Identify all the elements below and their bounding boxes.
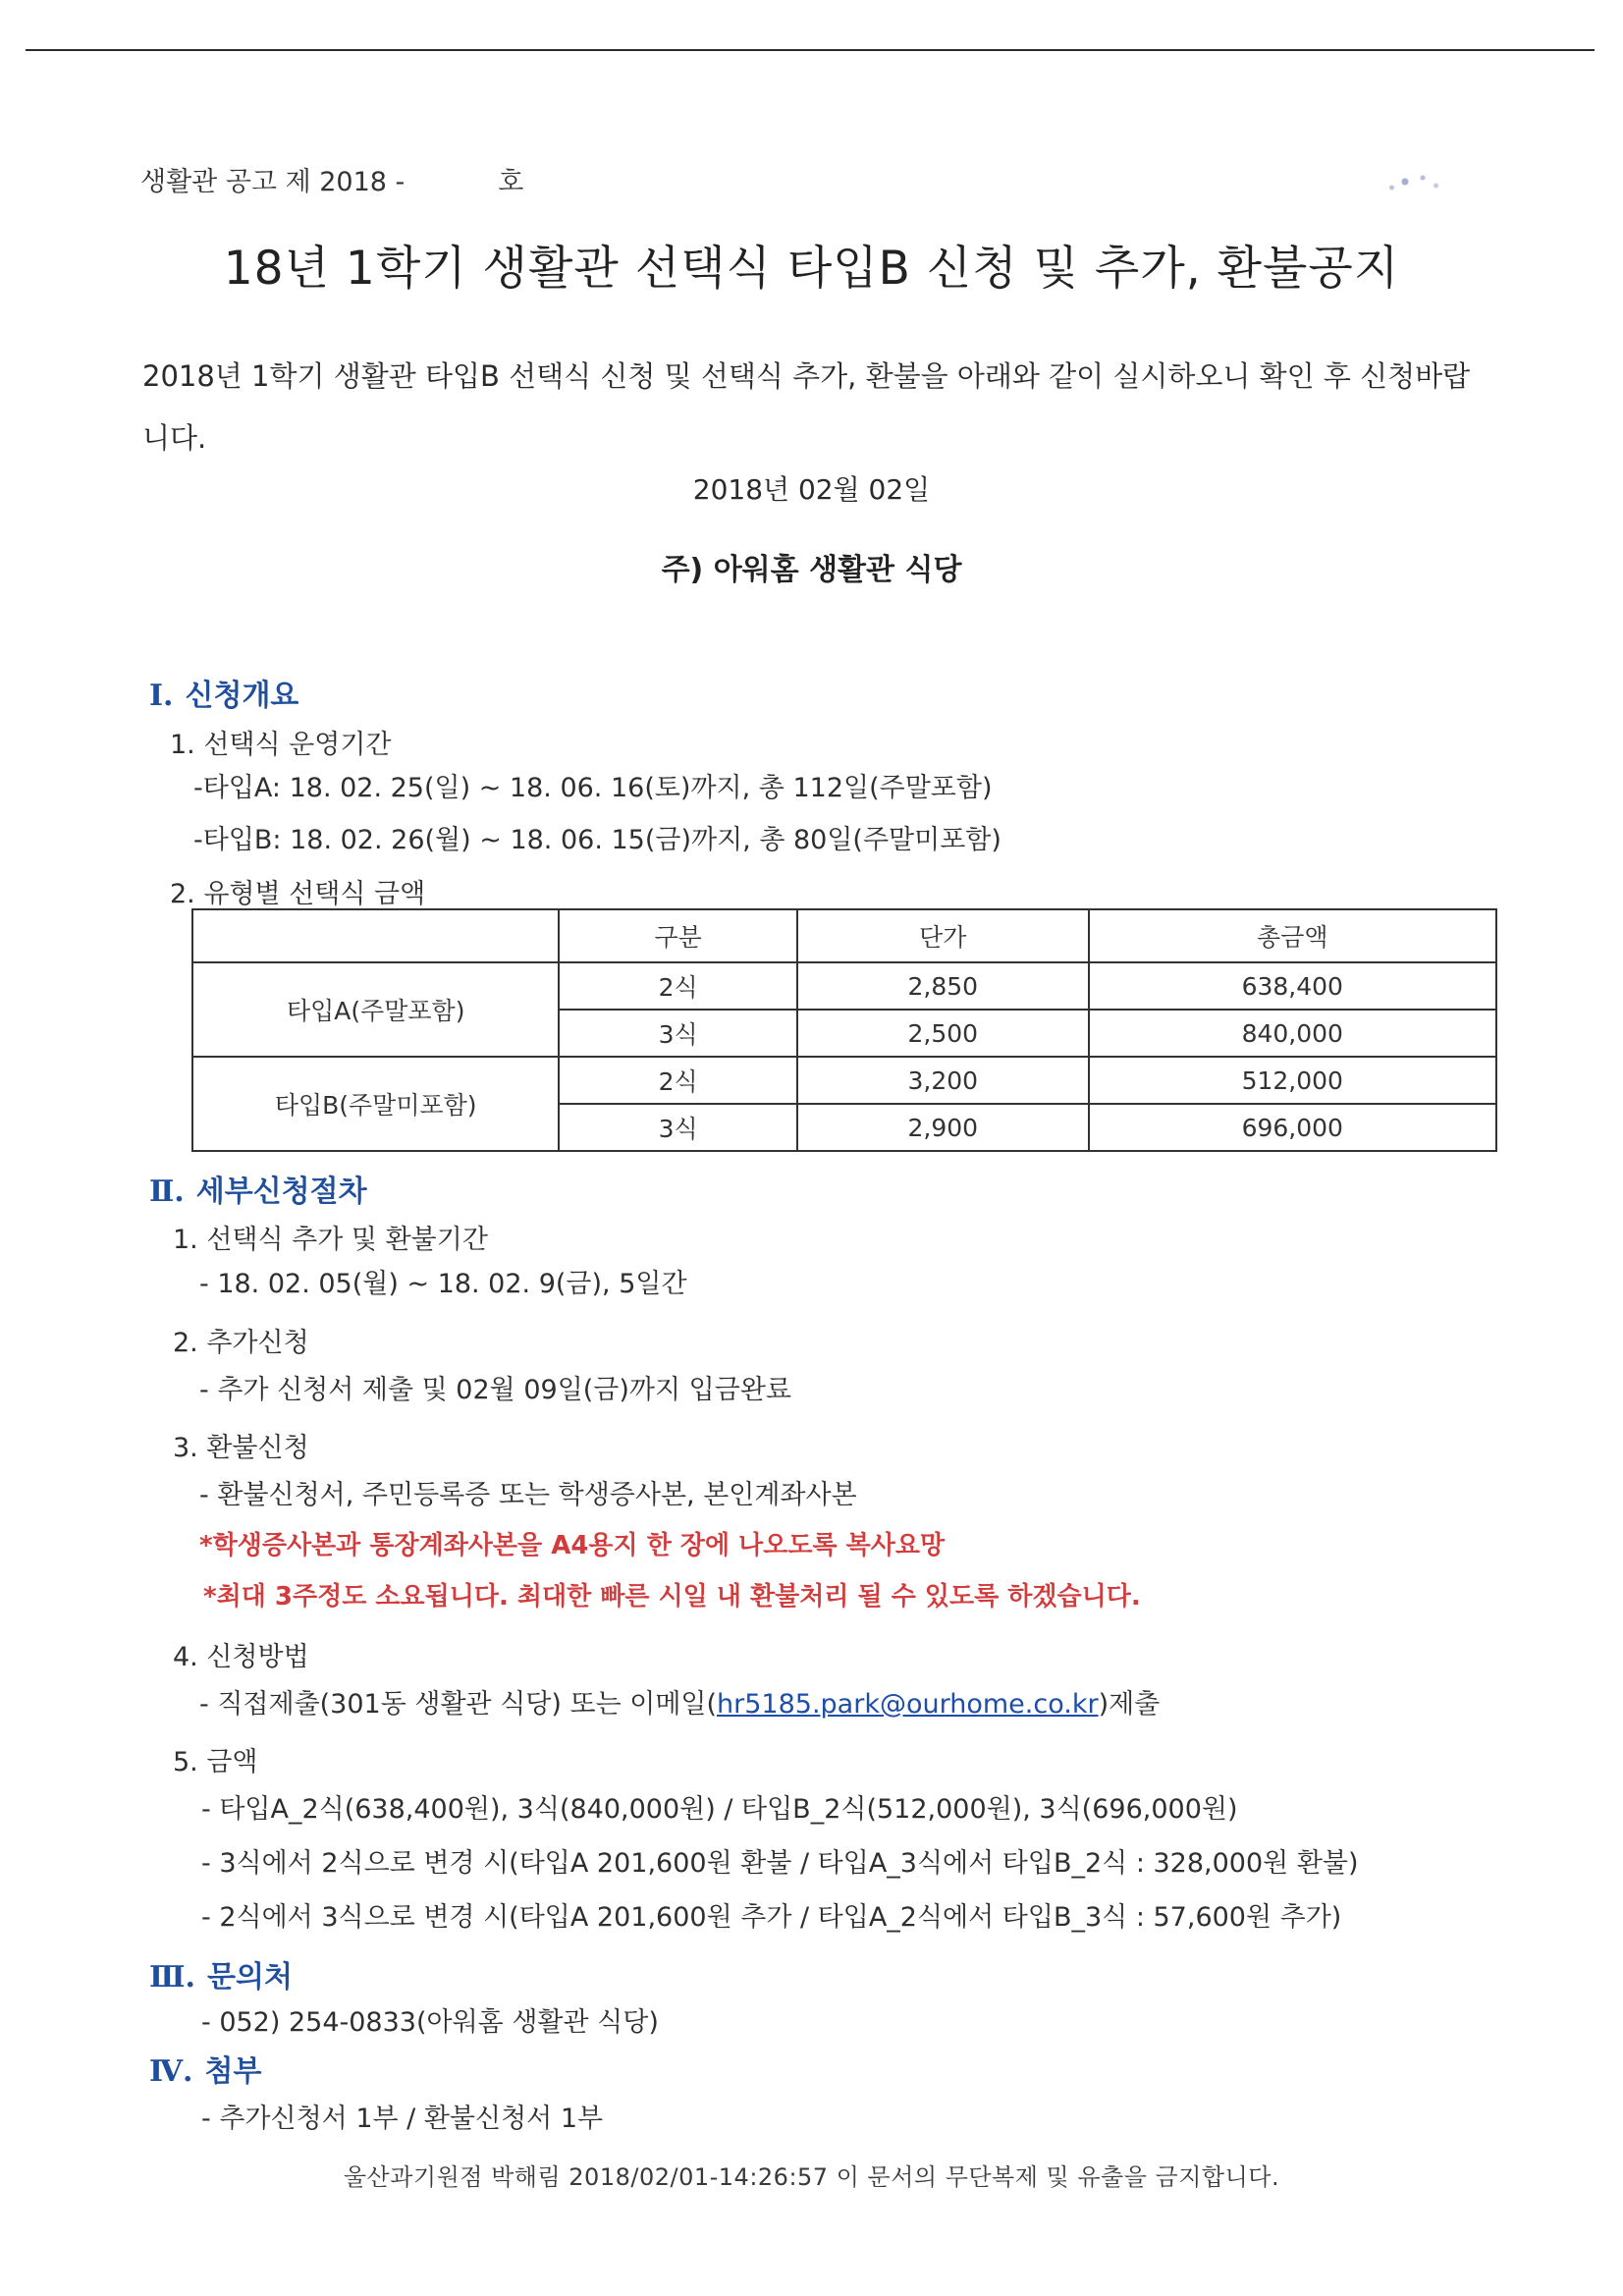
application-method-label: 4. 신청방법	[173, 1642, 309, 1672]
table-header-category: 구분	[559, 909, 797, 962]
footer-watermark: 울산과기원점 박해림 2018/02/01-14:26:57 이 문서의 무단복제 및 유출을 금지합니다.	[343, 2163, 1280, 2191]
add-application-label: 2. 추가신청	[173, 1328, 309, 1358]
table-cell: 3,200	[797, 1057, 1089, 1104]
add-refund-period-label: 1. 선택식 추가 및 환불기간	[173, 1225, 488, 1255]
table-cell: 2식	[559, 1057, 797, 1104]
operation-period-label: 1. 선택식 운영기간	[170, 730, 392, 760]
table-cell: 2,500	[797, 1010, 1089, 1057]
intro-paragraph: 2018년 1학기 생활관 타입B 선택식 신청 및 선택식 추가, 환불을 아래와 같이 실시하오니 확인 후 신청바랍니다.	[142, 359, 1471, 455]
table-type-cell: 타입A(주말포함)	[192, 962, 559, 1057]
table-row	[192, 962, 1496, 1010]
section-4-heading	[149, 2047, 261, 2090]
section-4-number: Ⅳ.	[149, 2054, 193, 2089]
amount-label: 5. 금액	[173, 1747, 258, 1777]
section-3-title: 문의처	[206, 1960, 293, 1995]
organization-name: 주) 아워홈 생활관 식당	[661, 553, 962, 587]
table-cell: 512,000	[1089, 1057, 1496, 1104]
refund-application-label: 3. 환불신청	[173, 1433, 309, 1463]
table-header-blank	[192, 909, 559, 962]
document-date: 2018년 02월 02일	[692, 473, 931, 506]
top-divider	[26, 49, 1595, 51]
table-cell: 840,000	[1089, 1010, 1496, 1057]
section-1-number: Ⅰ.	[149, 679, 174, 713]
email-link[interactable]: hr5185.park@ourhome.co.kr	[717, 1689, 1099, 1720]
table-cell: 3식	[559, 1010, 797, 1057]
notice-number-text: 생활관 공고 제 2018 -	[140, 167, 406, 197]
table-cell: 638,400	[1089, 962, 1496, 1010]
attachments-line: - 추가신청서 1부 / 환불신청서 1부	[201, 2104, 604, 2134]
table-cell: 3식	[559, 1104, 797, 1151]
price-by-type-label: 2. 유형별 선택식 금액	[170, 879, 426, 909]
refund-application-detail: - 환불신청서, 주민등록증 또는 학생증사본, 본인계좌사본	[199, 1480, 857, 1510]
contact-phone: - 052) 254-0833(아워홈 생활관 식당)	[201, 2007, 659, 2038]
table-header-unit-price: 단가	[797, 909, 1089, 962]
notice-number-suffix: 호	[498, 167, 524, 197]
section-3-heading	[149, 1952, 293, 1995]
table-cell: 2,850	[797, 962, 1089, 1010]
section-4-title: 첨부	[204, 2054, 262, 2089]
table-cell: 2식	[559, 962, 797, 1010]
copy-notice-warning: *학생증사본과 통장계좌사본을 A4용지 한 장에 나오도록 복사요망	[199, 1531, 946, 1560]
scan-artifact	[1370, 162, 1458, 201]
amount-line-2: - 3식에서 2식으로 변경 시(타입A 201,600원 환불 / 타입A_3식에서 타입B_2식 : 328,000원 환불)	[201, 1848, 1359, 1879]
notice-number	[140, 160, 523, 198]
section-3-number: Ⅲ.	[149, 1960, 195, 1995]
document-title: 18년 1학기 생활관 선택식 타입B 신청 및 추가, 환불공지	[223, 242, 1400, 296]
section-2-number: Ⅱ.	[149, 1175, 185, 1209]
table-type-cell: 타입B(주말미포함)	[192, 1057, 559, 1151]
application-method-detail	[199, 1682, 1160, 1721]
section-1-heading	[149, 671, 298, 714]
amount-line-1: - 타입A_2식(638,400원), 3식(840,000원) / 타입B_2식(512,000원), 3식(696,000원)	[201, 1794, 1238, 1825]
amount-line-3: - 2식에서 3식으로 변경 시(타입A 201,600원 추가 / 타입A_2식에서 타입B_3식 : 57,600원 추가)	[201, 1902, 1342, 1933]
table-row	[192, 1057, 1496, 1104]
add-refund-period-dates: - 18. 02. 05(월) ~ 18. 02. 9(금), 5일간	[199, 1269, 687, 1299]
price-table	[191, 908, 1497, 1152]
section-2-heading	[149, 1167, 367, 1210]
operation-period-type-b: -타입B: 18. 02. 26(월) ~ 18. 06. 15(금)까지, 총 80일(주말미포함)	[193, 825, 1001, 855]
section-1-title: 신청개요	[185, 679, 299, 713]
table-header-row	[192, 909, 1496, 962]
table-header-total: 총금액	[1089, 909, 1496, 962]
add-application-detail: - 추가 신청서 제출 및 02월 09일(금)까지 입금완료	[199, 1375, 791, 1405]
section-2-title: 세부신청절차	[195, 1175, 367, 1209]
table-cell: 2,900	[797, 1104, 1089, 1151]
table-cell: 696,000	[1089, 1104, 1496, 1151]
operation-period-type-a: -타입A: 18. 02. 25(일) ~ 18. 06. 16(토)까지, 총 112일(주말포함)	[193, 773, 993, 803]
refund-duration-warning: *최대 3주정도 소요됩니다. 최대한 빠른 시일 내 환불처리 될 수 있도록 하겠습니다.	[203, 1582, 1141, 1612]
application-method-text: - 직접제출(301동 생활관 식당) 또는 이메일(	[199, 1689, 718, 1720]
application-method-suffix: )제출	[1098, 1689, 1161, 1720]
